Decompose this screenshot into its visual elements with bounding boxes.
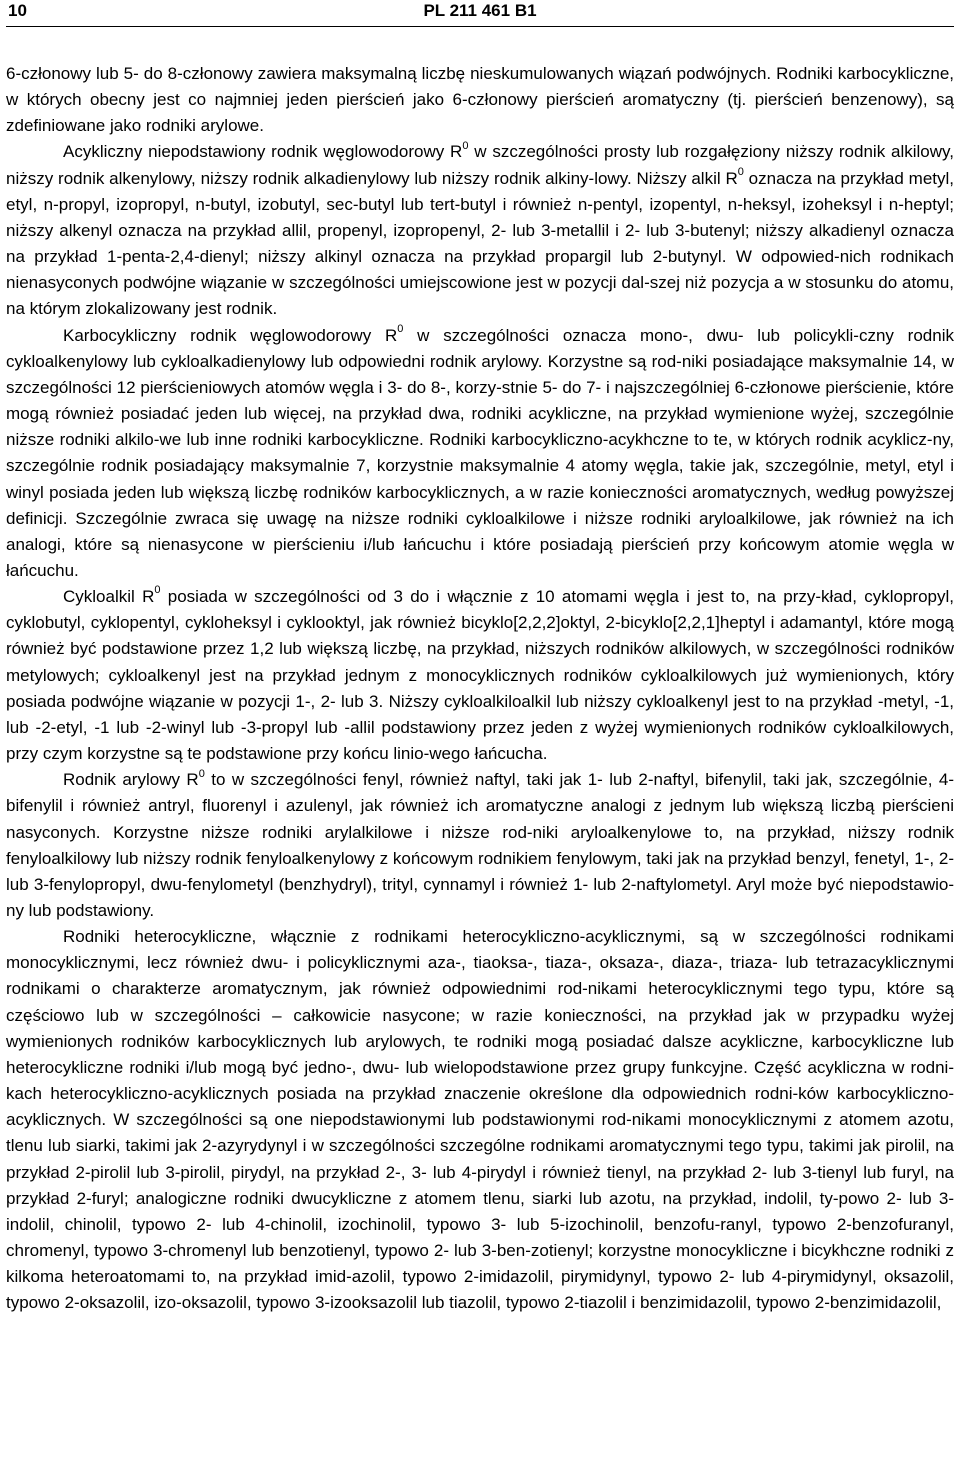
text-segment: w szczególności oznacza mono-, dwu- lub policykli-czny rodnik cykloalkenylowy lub cykloalkadienylowy lub odpowiedni rodnik arylowy. Korzystne są rod-niki posiadające maksymalnie 14, w szczególności 12 pierścieniowych atomów węgla i 3- do 8-, korzy-stnie 5- do 7- i najszczególniej 6-członowe pierścienie, które mogą również posiadać jeden lub więcej, na przykład dwa, rodniki acykliczne, na przykład wymienione wyżej, szczególnie niższe rodniki alkilo-we lub inne rodniki karbocykliczne. Rodniki karbocykliczno-acykhczne to te, w których rodnik acyklicz-ny, szczególnie rodnik posiadający maksymalnie 7, korzystnie maksymalnie 4 atomy węgla, takie jak, szczególnie, metyl, etyl i winyl posiada jeden lub większą liczbę rodników karbocyklicznych, a w razie konieczności aromatycznych, według powyższej definicji. Szczególnie zwraca się uwagę na niższe rodniki cykloalkilowe i niższe rodniki aryloalkilowe, jak również na ich analogi, które są nienasycone w pierścieniu i/lub łańcuchu i które posiadają pierścień przy końcowym atomie węgla w łańcuchu. — [6, 325, 954, 580]
superscript: 0 — [198, 767, 205, 780]
superscript: 0 — [462, 139, 469, 152]
text-segment: Acykliczny niepodstawiony rodnik węglowodorowy R — [63, 142, 463, 162]
paragraph — [6, 323, 954, 585]
text-segment: Cykloalkil R — [63, 587, 155, 607]
text-segment: w szczególności prosty lub rozgałęziony niższy rodnik alkilowy, niższy rodnik alkenylowy, niższy rodnik alkadienylowy lub niższy rodnik alkiny-lowy. Niższy alkil R — [6, 142, 954, 188]
text-segment: Rodnik arylowy R — [63, 770, 199, 790]
text-segment: 6-członowy lub 5- do 8-członowy zawiera maksymalną liczbę nieskumulowanych wiązań podwójnych. Rodniki karbocykliczne, w których obecny jest co najmniej jeden pierścień jako 6-członowy pierścień aromatyczny (tj. pierścień benzenowy), są zdefiniowane jako rodniki arylowe. — [6, 64, 954, 136]
paragraph — [6, 924, 954, 1316]
paragraph — [6, 584, 954, 767]
superscript: 0 — [737, 165, 744, 178]
text-segment: Rodniki heterocykliczne, włącznie z rodnikami heterocykliczno-acyklicznymi, są w szczególności rodnikami monocyklicznymi, lecz również dwu- i policyklicznymi aza-, tiaoksa-, tiaza-, oksaza-, diaza-, triaza- lub tetrazacyklicznymi rodnikami o charakterze aromatycznym, jak również odpowiednimi rod-nikami heterocyklicznymi tego typu, które są częściowo lub w szczególności – całkowicie nasycone; w razie konieczności, na przykład jak w przypadku wyżej wymienionych rodników karbocyklicznych lub arylowych, te rodniki mogą posiadać dalsze acykliczne, karbocykliczne lub heterocykliczne rodniki i/lub mogą być jedno-, dwu- lub wielopodstawione przez grupy funkcyjne. Część acykliczna w rodni-kach heterocykliczno-acyklicznych posiada na przykład znaczenie określone dla odpowiednich rodni-ków karbocykliczno-acyklicznych. W szczególności są one niepodstawionymi lub podstawionymi rod-nikami monocyklicznymi z atomem azotu, tlenu lub siarki, takimi jak 2-azyrydynyl i w szczególności szczególne rodnikami aromatycznymi tego typu, takimi jak pirolil, na przykład 2-pirolil lub 3-pirolil, pirydyl, na przykład 2-, 3- lub 4-pirydyl i również tienyl, na przykład 2- lub 3-tienyl lub furyl, na przykład 2-furyl; analogiczne rodniki dwucykliczne z atomem tlenu, siarki lub azotu, na przykład, indolil, ty-powo 2- lub 3-indolil, chinolil, typowo 2- lub 4-chinolil, izochinolil, typowo 3- lub 5-izochinolil, benzofu-ranyl, typowo 2-benzofuranyl, chromenyl, typowo 3-chromenyl lub benzotienyl, typowo 2- lub 3-ben-zotienyl; korzystne monocykliczne i bicykhczne rodniki z kilkoma heteroatomami to, na przykład imid-azolil, typowo 2-imidazolil, pirymidynyl, typowo 2- lub 4-pirymidynyl, oksazolil, typowo 2-oksazolil, izo-oksazolil, typowo 3-izooksazolil lub tiazolil, typowo 2-tiazolil i benzimidazolil, typowo 2-benzimidazolil, — [6, 927, 954, 1313]
text-segment: oznacza na przykład metyl, etyl, n-propyl, izopropyl, n-butyl, izobutyl, sec-butyl lub tert-butyl i również n-pentyl, izopentyl, n-heksyl, izoheksyl i n-heptyl; niższy alkenyl oznacza na przykład allil, propenyl, izopropenyl, 2- lub 3-metallil i 2- lub 3-butenyl; niższy alkadienyl oznacza na przykład 1-penta-2,4-dienyl; niższy alkinyl oznacza na przykład propargil lub 2-butynyl. W odpowied-nich rodnikach nienasyconych podwójne wiązanie w szczególności umiejscowione jest w pozycji dal-szej niż pozycja a w stosunku do atomu, na którym zlokalizowany jest rodnik. — [6, 168, 954, 319]
superscript: 0 — [397, 322, 404, 335]
body-text — [6, 27, 954, 1317]
paragraph — [6, 139, 954, 322]
text-segment: posiada w szczególności od 3 do i włącznie z 10 atomami węgla i jest to, na przy-kład, cyklopropyl, cyklobutyl, cyklopentyl, cykloheksyl i cyklooktyl, jak również bicyklo[2,2,2]oktyl, 2-bicyklo[2,2,1]heptyl i adamantyl, które mogą również być podstawione przez 1,2 lub większą liczbę, na przykład, niższych rodników alkilowych, w szczególności rodników metylowych; cykloalkenyl jest na przykład jednym z monocyklicznych rodników cykloalkilowych już wymienionych, który posiada podwójne wiązanie w pozycji 1-, 2- lub 3. Niższy cykloalkiloalkil lub niższy cykloalkenyl jest to na przykład -metyl, -1, lub -2-etyl, -1 lub -2-winyl lub -3-propyl lub -allil podstawiony przez jeden z wyżej wymienionych rodników cykloalkilowych, przy czym korzystne są te podstawione przy końcu linio-wego łańcucha. — [6, 587, 954, 764]
text-segment: Karbocykliczny rodnik węglowodorowy R — [63, 325, 398, 345]
page-header — [6, 0, 954, 27]
superscript: 0 — [154, 584, 161, 597]
document-id: PL 211 461 B1 — [423, 1, 537, 20]
paragraph — [6, 61, 954, 139]
text-segment: to w szczególności fenyl, również naftyl, taki jak 1- lub 2-naftyl, bifenylil, taki jak, szczególnie, 4-bifenylil i również antryl, fluorenyl i azulenyl, jak również ich aromatyczne analogi z jednym lub większą liczbą pierścieni nasyconych. Korzystne niższe rodniki arylalkilowe i niższe rod-niki aryloalkenylowe to, na przykład, niższy rodnik fenyloalkilowy lub niższy rodnik fenyloalkenylowy z końcowym rodnikiem fenylowym, taki jak na przykład benzyl, fenetyl, 1-, 2- lub 3-fenylopropyl, dwu-fenylometyl (benzhydryl), trityl, cynnamyl i również 1- lub 2-naftylometyl. Aryl może być niepodstawio-ny lub podstawiony. — [6, 770, 955, 920]
paragraph — [6, 767, 954, 924]
page-number: 10 — [8, 1, 27, 20]
